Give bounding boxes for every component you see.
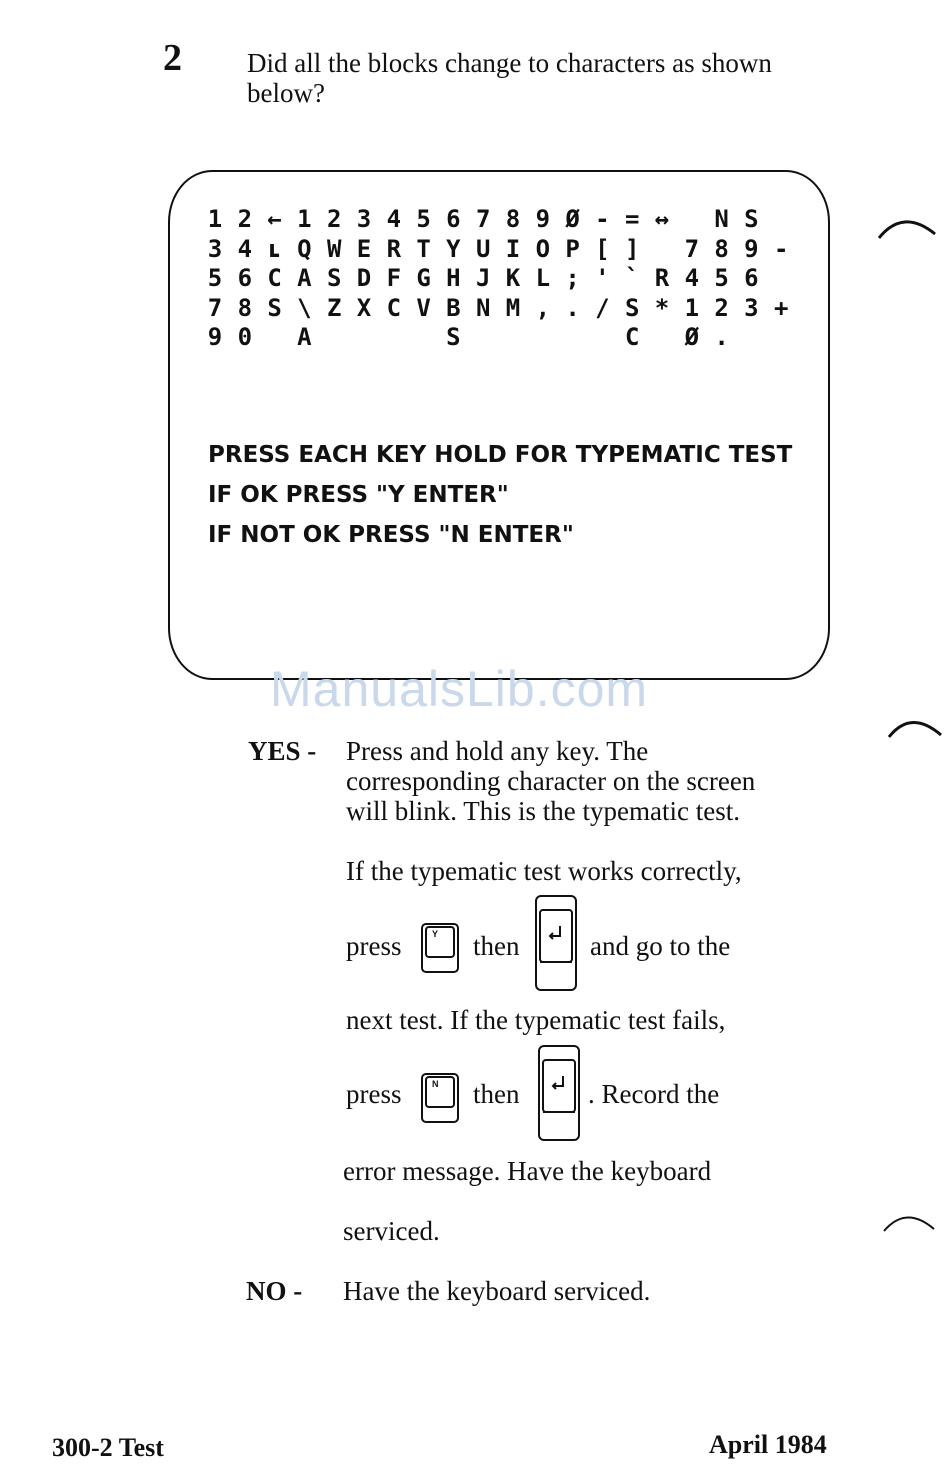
screen-char: 8 — [714, 234, 729, 263]
screen-char: O — [535, 234, 551, 263]
screen-char: - — [595, 205, 610, 233]
screen-char: L — [535, 264, 551, 293]
page-edge-mark — [880, 1207, 940, 1237]
screen-char: / — [595, 293, 610, 322]
footer-date: April 1984 — [709, 1430, 827, 1459]
screen-char: S — [446, 323, 461, 352]
then-text-1: then — [473, 931, 520, 961]
screen-char: C — [267, 264, 282, 293]
screen-char: - — [773, 234, 789, 263]
screen-char: 3 — [207, 234, 223, 263]
screen-char: 8 — [505, 205, 521, 233]
screen-char: S — [744, 205, 759, 233]
screen-char: N — [714, 205, 729, 233]
screen-char: . — [565, 293, 580, 322]
yes-line-3: will blink. This is the typematic test. — [346, 796, 740, 826]
n-key-icon — [420, 1072, 460, 1129]
screen-message-2: IF OK PRESS "Y ENTER" — [208, 482, 509, 508]
screen-char: P — [565, 234, 580, 263]
screen-char: Ø — [565, 205, 580, 233]
screen-char: [ — [595, 234, 610, 263]
screen-char: T — [416, 234, 431, 263]
screen-char: G — [416, 264, 431, 293]
screen-char: B — [446, 293, 461, 322]
screen-char: . — [714, 323, 729, 352]
yes-line-2: corresponding character on the screen — [346, 766, 756, 796]
screen-char: 6 — [237, 264, 253, 293]
screen-message-3: IF NOT OK PRESS "N ENTER" — [208, 522, 574, 548]
screen-char: * — [654, 293, 670, 322]
screen-char: 7 — [475, 205, 491, 233]
screen-char: 4 — [237, 234, 253, 263]
screen-char: 7 — [684, 234, 700, 263]
no-label: NO - — [246, 1276, 303, 1306]
screen-char: A — [297, 323, 312, 352]
screen-char: R — [654, 264, 670, 293]
screen-char: N — [475, 293, 491, 322]
yes-line-4: If the typematic test works correctly, — [346, 856, 742, 886]
screen-char: M — [505, 293, 521, 322]
yes-line-6: next test. If the typematic test fails, — [346, 1005, 726, 1035]
screen-char: K — [505, 264, 521, 293]
screen-char: X — [356, 293, 372, 322]
screen-char: C — [386, 293, 402, 322]
screen-char: 3 — [356, 205, 372, 233]
screen-char: H — [446, 264, 461, 293]
screen-char: I — [505, 234, 521, 263]
yes-line-9: serviced. — [343, 1216, 440, 1246]
yes-line-1: Press and hold any key. The — [346, 736, 649, 766]
y-key-icon — [420, 922, 460, 979]
screen-char: W — [326, 234, 342, 263]
screen-char: ] — [624, 234, 640, 263]
screen-char: 0 — [237, 323, 253, 352]
screen-char: , — [535, 293, 551, 322]
no-text: Have the keyboard serviced. — [343, 1276, 651, 1306]
screen-char: 9 — [744, 234, 759, 263]
screen-char: + — [773, 293, 789, 322]
screen-char: ; — [565, 264, 580, 293]
screen-char: U — [475, 234, 491, 263]
screen-char: S — [267, 293, 282, 322]
screen-char: J — [475, 264, 491, 293]
screen-char: 9 — [207, 323, 223, 352]
screen-char: 5 — [416, 205, 431, 233]
screen-char: 2 — [714, 293, 729, 322]
screen-char: F — [386, 264, 402, 293]
step-question: Did all the blocks change to characters as shown below? — [247, 48, 772, 108]
screen-char: ʟ — [267, 234, 282, 263]
press-text-2: press — [346, 1079, 402, 1109]
screen-char: 4 — [684, 264, 700, 293]
screen-char: A — [297, 264, 312, 293]
screen-char: S — [624, 293, 640, 322]
after-text-1: and go to the — [590, 931, 731, 961]
screen-char: S — [326, 264, 342, 293]
screen-char: 8 — [237, 293, 253, 322]
after-text-2: . Record the — [588, 1079, 720, 1109]
screen-char: E — [356, 234, 372, 263]
screen-char: 9 — [535, 205, 551, 233]
screen-char: 1 — [297, 205, 312, 233]
screen-char: 3 — [744, 293, 759, 322]
screen-char: 1 — [207, 205, 223, 233]
screen-char: 6 — [446, 205, 461, 233]
footer-page-id: 300-2 Test — [52, 1433, 164, 1462]
yes-label: YES - — [248, 736, 317, 766]
screen-char: Y — [446, 234, 461, 263]
enter-key-icon — [534, 894, 578, 997]
screen-message-1: PRESS EACH KEY HOLD FOR TYPEMATIC TEST — [208, 442, 793, 468]
screen-char: R — [386, 234, 402, 263]
screen-char: 2 — [326, 205, 342, 233]
screen-char: Q — [297, 234, 312, 263]
page-edge-mark — [875, 212, 940, 242]
screen-char: 7 — [207, 293, 223, 322]
screen-char: ' — [595, 264, 610, 293]
screen-char: D — [356, 264, 372, 293]
step-number: 2 — [163, 37, 182, 79]
screen-char: ← — [267, 205, 282, 233]
page-edge-mark — [885, 713, 945, 743]
screen-char: V — [416, 293, 431, 322]
screen-char: ` — [624, 264, 640, 293]
screen-char: Ø — [684, 323, 700, 352]
screen-char: 6 — [744, 264, 759, 293]
screen-char: 1 — [684, 293, 700, 322]
y-key-legend: Y — [432, 929, 439, 939]
screen-char: = — [624, 205, 640, 233]
screen-char: 5 — [207, 264, 223, 293]
screen-char: C — [624, 323, 640, 352]
screen-char: Z — [326, 293, 342, 322]
enter-key-icon — [537, 1044, 581, 1147]
crt-character-grid — [0, 0, 950, 700]
then-text-2: then — [473, 1079, 520, 1109]
press-text-1: press — [346, 931, 402, 961]
screen-char: 4 — [386, 205, 402, 233]
screen-char: 5 — [714, 264, 729, 293]
yes-line-8: error message. Have the keyboard — [343, 1156, 712, 1186]
n-key-legend: N — [432, 1079, 439, 1089]
watermark: ManualsLib.com — [270, 661, 649, 717]
screen-char: ↔ — [654, 205, 670, 233]
screen-char: \ — [297, 293, 312, 322]
screen-char: 2 — [237, 205, 253, 233]
